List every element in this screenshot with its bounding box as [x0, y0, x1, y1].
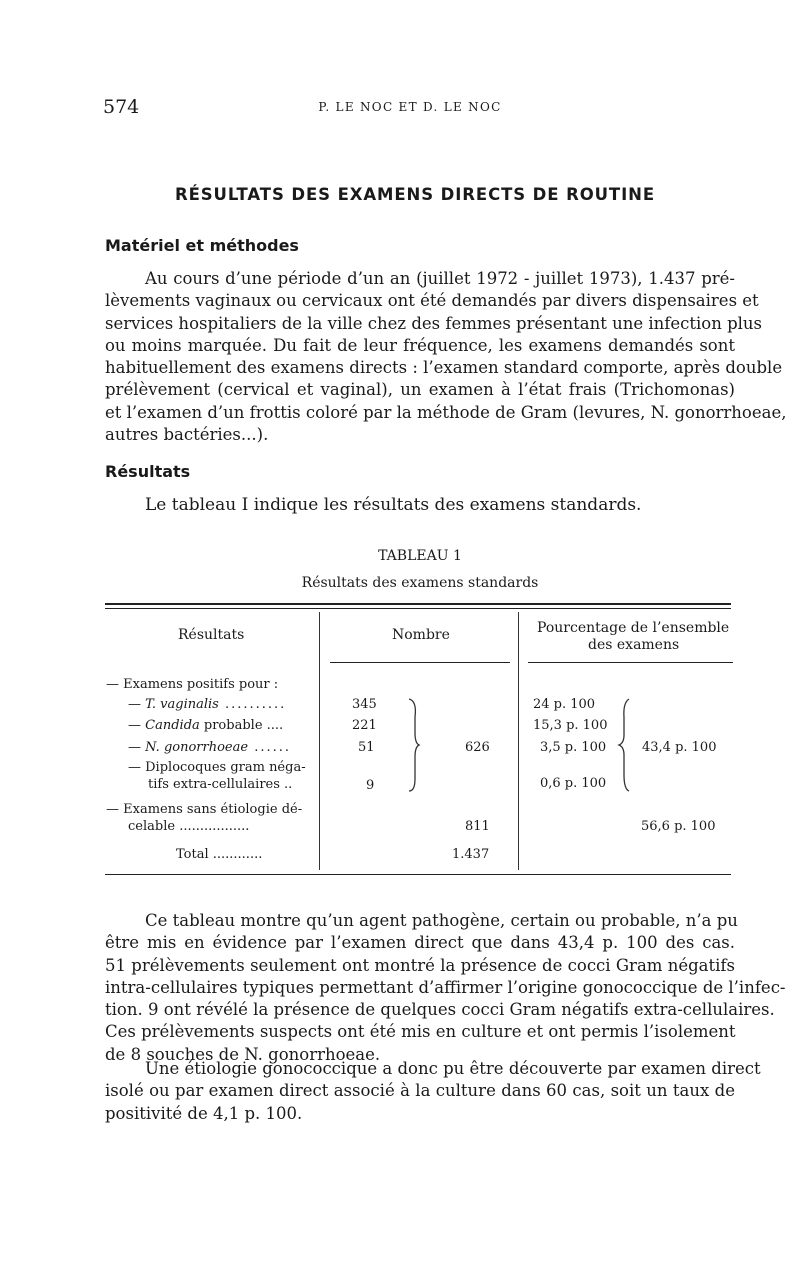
text-line: être mis en évidence par l’examen direct que dans 43,4 p. 100 des cas.	[105, 933, 735, 953]
row-value: 51	[358, 740, 375, 755]
results-intro: Le tableau I indique les résultats des examens standards.	[145, 495, 642, 515]
positive-total: 626	[465, 740, 490, 755]
materials-paragraph	[105, 268, 787, 446]
row-value: 811	[465, 819, 490, 834]
table-bottom-rule	[105, 874, 731, 875]
total-value: 1.437	[452, 847, 490, 862]
text-line: Ces prélèvements suspects ont été mis en culture et ont permis l’isolement	[105, 1022, 736, 1042]
row-label-candida: — Candida probable ....	[128, 718, 284, 733]
table-top-rule-thin	[105, 608, 731, 609]
text-line: ou moins marquée. Du fait de leur fréquence, les examens demandés sont	[105, 335, 735, 355]
table-subtitle: Résultats des examens standards	[301, 575, 539, 591]
row-label-diplocoques-line2: tifs extra-cellulaires ..	[148, 777, 293, 792]
column-divider	[518, 612, 519, 870]
row-value: 9	[366, 778, 375, 793]
brace-icon	[617, 695, 637, 795]
running-header: P. LE NOC ET D. LE NOC	[318, 100, 502, 114]
header-underline	[330, 662, 510, 663]
brace-icon	[405, 695, 425, 795]
text-line: Au cours d’une période d’un an (juillet 1972 - juillet 1973), 1.437 pré-	[145, 269, 735, 288]
text-line: et l’examen d’un frottis coloré par la méthode de Gram (levures, N. gonorrhoeae,	[105, 402, 787, 422]
table-title: TABLEAU 1	[378, 548, 462, 564]
text-line: habituellement des examens directs : l’examen standard comporte, après double	[105, 358, 783, 378]
text-line: de 8 souches de N. gonorrhoeae.	[105, 1044, 381, 1064]
row-value: 345	[352, 697, 377, 712]
row-percent: 56,6 p. 100	[641, 819, 716, 834]
row-label-sans-etiologie: — Examens sans étiologie dé-	[106, 802, 303, 817]
text-line: intra-cellulaires typiques permettant d’affirmer l’origine gonococcique de l’infec-	[105, 977, 786, 997]
text-line: prélèvement (cervical et vaginal), un examen à l’état frais (Trichomonas)	[105, 380, 735, 400]
materials-heading: Matériel et méthodes	[105, 236, 299, 255]
text-line: lèvements vaginaux ou cervicaux ont été demandés par divers dispensaires et	[105, 291, 759, 311]
row-label-n-gonorrhoeae: — N. gonorrhoeae ......	[128, 740, 291, 755]
row-percent: 24 p. 100	[533, 697, 596, 712]
text-line: tion. 9 ont révélé la présence de quelques cocci Gram négatifs extra-cellulaires.	[105, 1000, 775, 1020]
col-header-resultats: Résultats	[178, 627, 245, 643]
text-line: autres bactéries...).	[105, 425, 269, 445]
row-label-sans-etiologie-line2: celable .................	[128, 819, 250, 834]
text-line: positivité de 4,1 p. 100.	[105, 1103, 303, 1123]
discussion-paragraph-1	[105, 910, 786, 1066]
col-header-nombre: Nombre	[392, 627, 450, 643]
row-percent: 3,5 p. 100	[540, 740, 607, 755]
total-label: Total ............	[176, 847, 263, 862]
results-heading: Résultats	[105, 462, 191, 481]
row-label-t-vaginalis: — T. vaginalis ..........	[128, 697, 287, 712]
section-title: RÉSULTATS DES EXAMENS DIRECTS DE ROUTINE	[175, 185, 655, 204]
table-top-rule	[105, 603, 731, 605]
text-line: 51 prélèvements seulement ont montré la présence de cocci Gram négatifs	[105, 955, 735, 975]
text-line: Ce tableau montre qu’un agent pathogène, certain ou probable, n’a pu	[145, 911, 738, 930]
column-divider	[319, 612, 320, 870]
col-header-pourcentage-line2: des examens	[588, 637, 680, 653]
text-line: isolé ou par examen direct associé à la culture dans 60 cas, soit un taux de	[105, 1081, 735, 1101]
row-label-diplocoques: — Diplocoques gram néga-	[128, 760, 306, 775]
text-line: Une étiologie gonococcique a donc pu être découverte par examen direct	[145, 1059, 761, 1078]
row-percent: 15,3 p. 100	[533, 718, 608, 733]
page-number: 574	[103, 96, 140, 118]
row-percent: 0,6 p. 100	[540, 776, 607, 791]
row-value: 221	[352, 718, 377, 733]
col-header-pourcentage: Pourcentage de l’ensemble	[537, 620, 730, 636]
discussion-paragraph-2	[105, 1058, 761, 1125]
group-label: — Examens positifs pour :	[106, 677, 279, 692]
positive-percent: 43,4 p. 100	[642, 740, 717, 755]
header-underline	[528, 662, 733, 663]
text-line: services hospitaliers de la ville chez des femmes présentant une infection plus	[105, 313, 763, 333]
